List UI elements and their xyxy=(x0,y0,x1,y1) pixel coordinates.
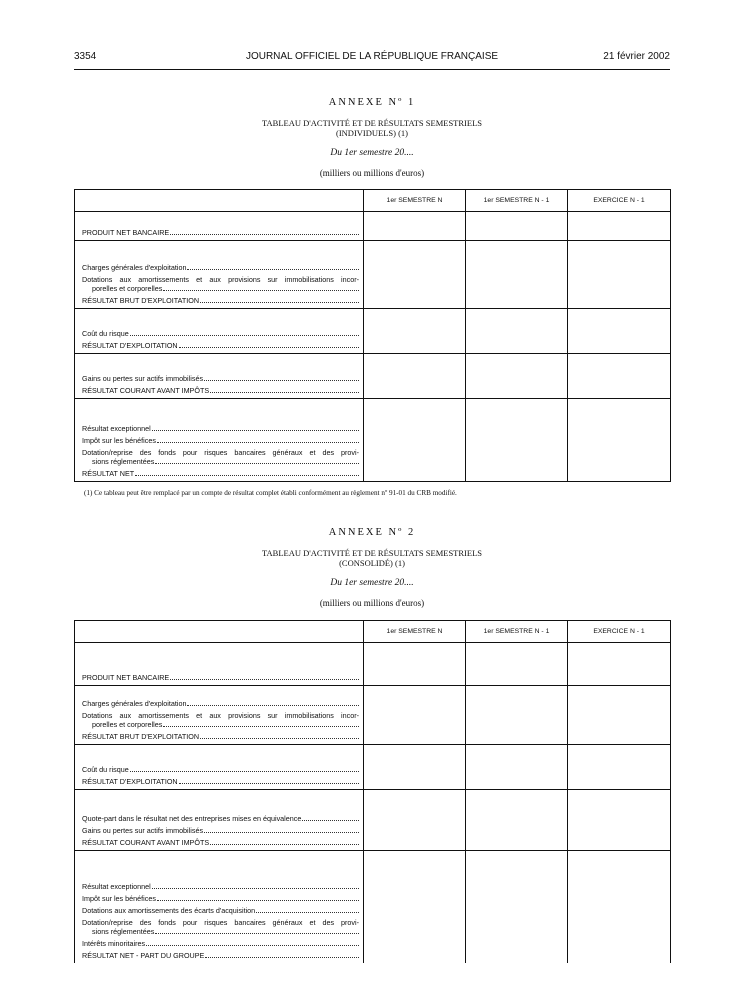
table-row xyxy=(75,309,671,354)
value-cell xyxy=(466,686,568,745)
line-item-resultat-d-exploitation xyxy=(75,777,363,786)
line-item-label: Impôt sur les bénéfices xyxy=(82,894,156,903)
annex-2-label: ANNEXE Nº 2 xyxy=(328,527,416,538)
dotted-leader xyxy=(200,738,359,739)
line-item-label: Charges générales d'exploitation xyxy=(82,263,187,272)
dotted-leader xyxy=(157,442,359,443)
line-item-gains-ou-pertes-sur-actifs-immobilises xyxy=(75,374,363,383)
line-item-label: Gains ou pertes sur actifs immobilisés xyxy=(82,826,204,835)
dotted-leader xyxy=(170,234,359,235)
line-item-label: RÉSULTAT NET - PART DU GROUPE xyxy=(82,951,205,960)
dotted-leader xyxy=(130,771,359,772)
line-item-interets-minoritaires xyxy=(75,939,363,948)
column-header: EXERCICE N - 1 xyxy=(568,190,671,212)
line-item-label: Dotations aux amortissements des écarts d'acquisition xyxy=(82,906,256,915)
dotted-leader xyxy=(187,705,359,706)
row-labels xyxy=(75,686,364,745)
line-item-label: Quote-part dans le résultat net des entreprises mises en équivalence xyxy=(82,814,302,823)
value-cell xyxy=(364,851,466,964)
table-row xyxy=(75,643,671,686)
value-cell xyxy=(568,851,671,964)
value-cell xyxy=(364,241,466,309)
dotted-leader xyxy=(302,820,359,821)
annex-2-title-line2: (CONSOLIDÉ) (1) xyxy=(339,558,405,568)
value-cell xyxy=(364,643,466,686)
value-cell xyxy=(568,745,671,790)
line-item-cout-du-risque xyxy=(75,329,363,338)
value-cell xyxy=(466,851,568,964)
line-item-label: Résultat exceptionnel xyxy=(82,882,151,891)
value-cell xyxy=(364,212,466,241)
annex-1-units: (milliers ou millions d'euros) xyxy=(319,168,425,178)
header-row xyxy=(75,621,671,643)
value-cell xyxy=(568,643,671,686)
annex-2-units: (milliers ou millions d'euros) xyxy=(319,598,425,608)
dotted-leader xyxy=(135,475,359,476)
row-labels xyxy=(75,309,364,354)
column-header: EXERCICE N - 1 xyxy=(568,621,671,643)
line-item-quote-part-dans-le-resultat-net-des-entr xyxy=(75,814,363,823)
line-item-label: RÉSULTAT COURANT AVANT IMPÔTS xyxy=(82,386,210,395)
value-cell xyxy=(568,686,671,745)
value-cell xyxy=(364,399,466,482)
value-cell xyxy=(466,643,568,686)
dotted-leader xyxy=(210,844,359,845)
value-cell xyxy=(364,309,466,354)
annex-1-table xyxy=(74,189,671,482)
table-row xyxy=(75,851,671,964)
annex-1-title-line2: (INDIVIDUELS) (1) xyxy=(336,128,408,138)
row-labels xyxy=(75,643,364,686)
dotted-leader xyxy=(179,783,359,784)
publication-date: 21 février 2002 xyxy=(603,51,670,62)
dotted-leader xyxy=(130,335,359,336)
line-item-resultat-courant-avant-impots xyxy=(75,386,363,395)
row-labels xyxy=(75,241,364,309)
line-item-impot-sur-les-benefices xyxy=(75,436,363,445)
line-item-resultat-d-exploitation xyxy=(75,341,363,350)
dotted-leader xyxy=(152,888,359,889)
row-labels xyxy=(75,851,364,964)
dotted-leader xyxy=(146,945,359,946)
row-labels xyxy=(75,399,364,482)
column-header: 1er SEMESTRE N - 1 xyxy=(466,621,568,643)
table-row xyxy=(75,212,671,241)
value-cell xyxy=(364,354,466,399)
value-cell xyxy=(364,686,466,745)
line-item-label: RÉSULTAT BRUT D'EXPLOITATION xyxy=(82,732,200,741)
line-item-charges-generales-d-exploitation xyxy=(75,699,363,708)
line-item-impot-sur-les-benefices xyxy=(75,894,363,903)
line-item-produit-net-bancaire xyxy=(75,673,363,682)
line-item-cout-du-risque xyxy=(75,765,363,774)
dotted-leader xyxy=(179,347,359,348)
value-cell xyxy=(466,790,568,851)
value-cell xyxy=(466,241,568,309)
column-header: 1er SEMESTRE N xyxy=(364,621,466,643)
column-header: 1er SEMESTRE N xyxy=(364,190,466,212)
line-item-dotations-aux-amortissements-des-ecarts- xyxy=(75,906,363,915)
dotted-leader xyxy=(152,430,359,431)
value-cell xyxy=(568,309,671,354)
line-item-label: RÉSULTAT COURANT AVANT IMPÔTS xyxy=(82,838,210,847)
line-item-resultat-brut-d-exploitation xyxy=(75,296,363,305)
annex-1-period: Du 1er semestre 20.... xyxy=(330,148,414,158)
line-item-label: Coût du risque xyxy=(82,329,129,338)
dotted-leader xyxy=(205,957,359,958)
value-cell xyxy=(568,241,671,309)
value-cell xyxy=(466,399,568,482)
value-cell xyxy=(466,309,568,354)
row-labels xyxy=(75,745,364,790)
label-column-header xyxy=(75,621,364,643)
annex-2-table xyxy=(74,620,671,963)
row-labels xyxy=(75,354,364,399)
line-item-charges-generales-d-exploitation xyxy=(75,263,363,272)
table-row xyxy=(75,790,671,851)
line-item-produit-net-bancaire xyxy=(75,228,363,237)
dotted-leader xyxy=(204,832,359,833)
line-item-dotation-reprise-des-fonds-pour-risques-: Dotation/reprise des fonds pour risques bancaires généraux et des provi- sions réglementées xyxy=(82,448,359,466)
dotted-leader xyxy=(170,679,359,680)
annex-2-period: Du 1er semestre 20.... xyxy=(330,578,414,588)
line-item-gains-ou-pertes-sur-actifs-immobilises xyxy=(75,826,363,835)
line-item-label: RÉSULTAT D'EXPLOITATION xyxy=(82,777,178,786)
line-item-label: Gains ou pertes sur actifs immobilisés xyxy=(82,374,204,383)
table-row xyxy=(75,686,671,745)
value-cell xyxy=(568,399,671,482)
table-row xyxy=(75,745,671,790)
value-cell xyxy=(466,354,568,399)
dotted-leader xyxy=(157,900,359,901)
annex-2-title-line1: TABLEAU D'ACTIVITÉ ET DE RÉSULTATS SEMESTRIELS xyxy=(262,548,482,558)
line-item-label: RÉSULTAT D'EXPLOITATION xyxy=(82,341,178,350)
line-item-resultat-exceptionnel xyxy=(75,424,363,433)
line-item-resultat-brut-d-exploitation xyxy=(75,732,363,741)
label-column-header xyxy=(75,190,364,212)
table-row xyxy=(75,241,671,309)
value-cell xyxy=(364,790,466,851)
table-row xyxy=(75,399,671,482)
value-cell xyxy=(364,745,466,790)
annex-1-footnote: (1) Ce tableau peut être remplacé par un compte de résultat complet établi conformément au règlement nº 91-01 du CRB modifié. xyxy=(84,489,457,497)
header-row xyxy=(75,190,671,212)
row-labels xyxy=(75,790,364,851)
line-item-label: Coût du risque xyxy=(82,765,129,774)
dotted-leader xyxy=(210,392,359,393)
row-labels xyxy=(75,212,364,241)
value-cell xyxy=(568,790,671,851)
line-item-label: PRODUIT NET BANCAIRE xyxy=(82,228,170,237)
line-item-resultat-exceptionnel xyxy=(75,882,363,891)
value-cell xyxy=(466,745,568,790)
line-item-label: Charges générales d'exploitation xyxy=(82,699,187,708)
line-item-dotations-aux-amortissements-et-aux-prov: Dotations aux amortissements et aux provisions sur immobilisations incor- porelles et corporelles xyxy=(82,711,359,729)
dotted-leader xyxy=(204,380,359,381)
line-item-resultat-courant-avant-impots xyxy=(75,838,363,847)
column-header: 1er SEMESTRE N - 1 xyxy=(466,190,568,212)
page-header xyxy=(74,51,670,70)
value-cell xyxy=(568,212,671,241)
line-item-dotations-aux-amortissements-et-aux-prov: Dotations aux amortissements et aux provisions sur immobilisations incor- porelles et corporelles xyxy=(82,275,359,293)
table-row xyxy=(75,354,671,399)
value-cell xyxy=(568,354,671,399)
line-item-resultat-net-part-du-groupe xyxy=(75,951,363,960)
dotted-leader xyxy=(256,912,359,913)
value-cell xyxy=(466,212,568,241)
line-item-label: Résultat exceptionnel xyxy=(82,424,151,433)
dotted-leader xyxy=(187,269,359,270)
dotted-leader xyxy=(200,302,359,303)
line-item-label: Intérêts minoritaires xyxy=(82,939,146,948)
annex-1-label: ANNEXE Nº 1 xyxy=(328,97,416,108)
annex-1-title-line1: TABLEAU D'ACTIVITÉ ET DE RÉSULTATS SEMESTRIELS xyxy=(262,118,482,128)
line-item-label: Impôt sur les bénéfices xyxy=(82,436,156,445)
line-item-label: PRODUIT NET BANCAIRE xyxy=(82,673,170,682)
journal-title: JOURNAL OFFICIEL DE LA RÉPUBLIQUE FRANÇAISE xyxy=(245,51,499,62)
line-item-label: RÉSULTAT NET xyxy=(82,469,135,478)
line-item-label: RÉSULTAT BRUT D'EXPLOITATION xyxy=(82,296,200,305)
line-item-dotation-reprise-des-fonds-pour-risques-: Dotation/reprise des fonds pour risques bancaires généraux et des provi- sions réglementées xyxy=(82,918,359,936)
page-number: 3354 xyxy=(74,51,97,62)
line-item-resultat-net xyxy=(75,469,363,478)
